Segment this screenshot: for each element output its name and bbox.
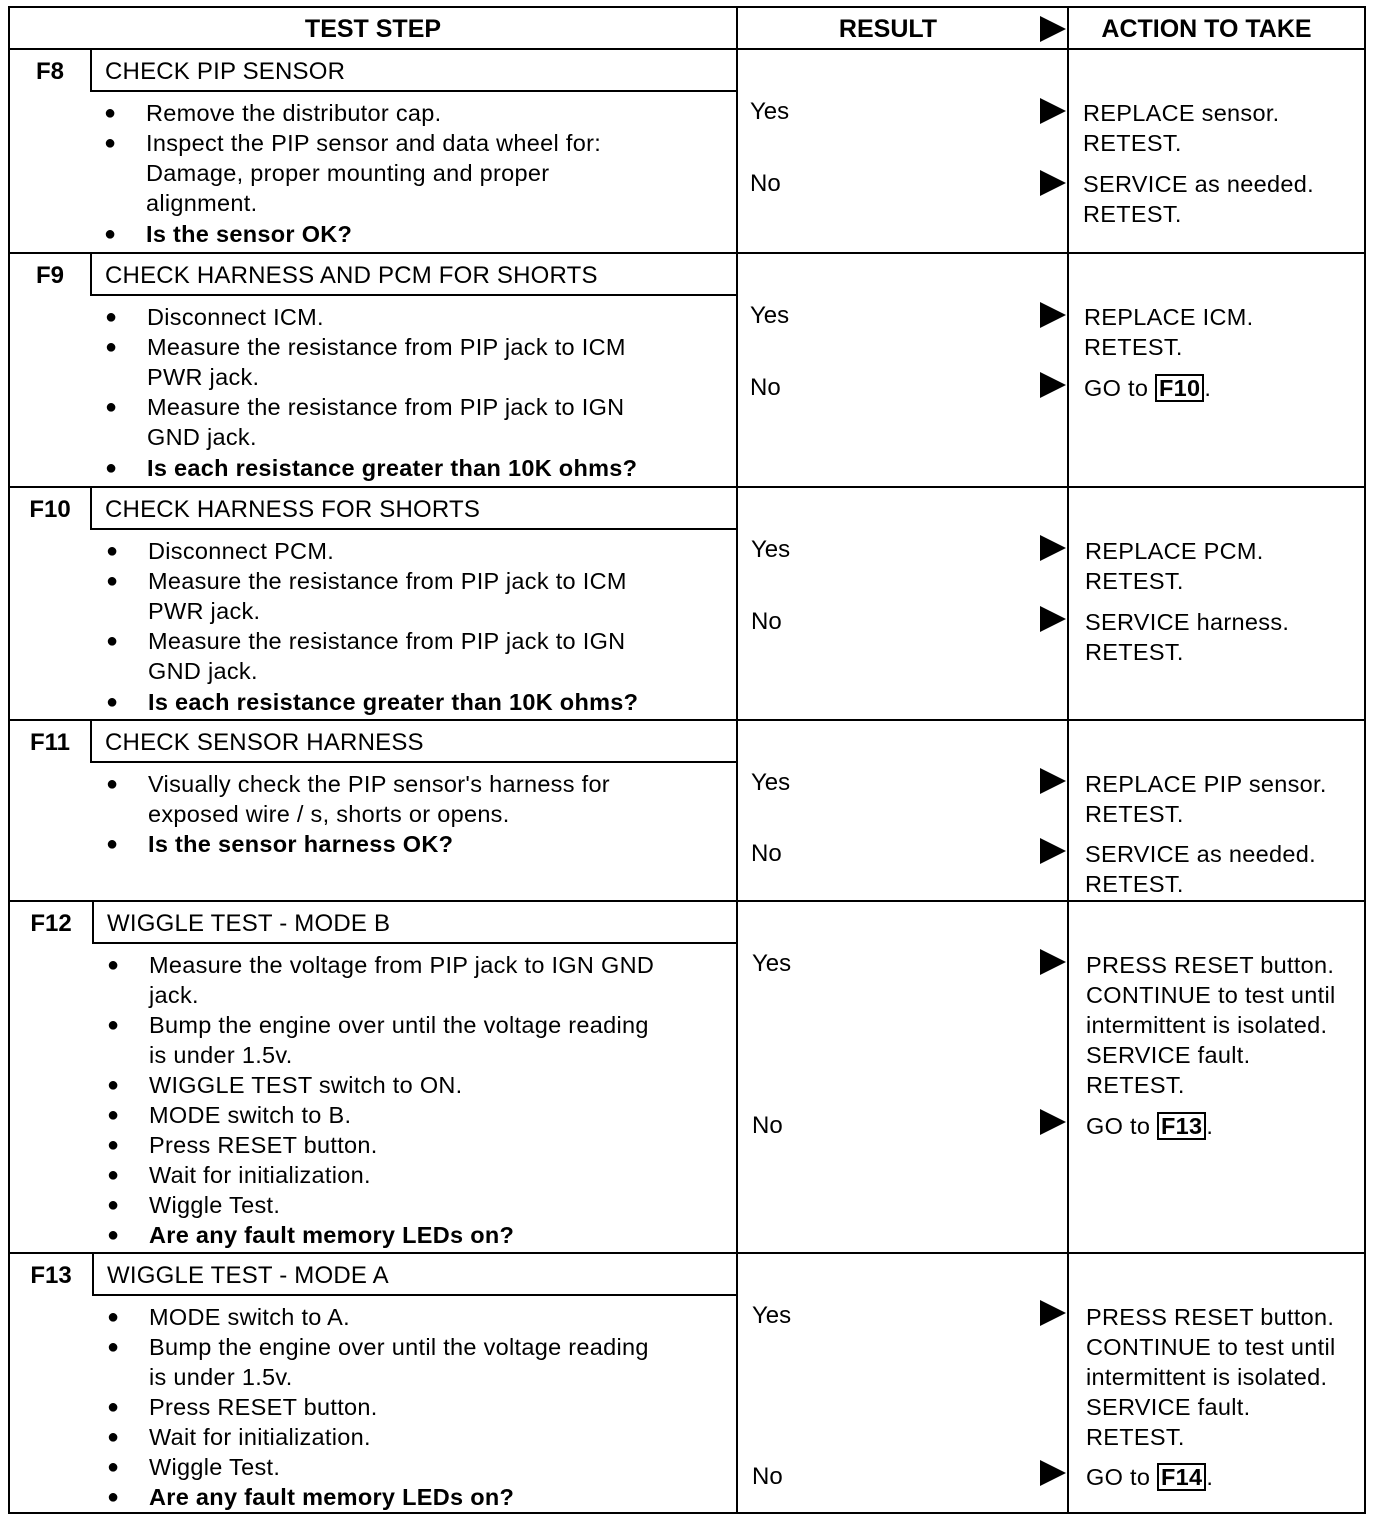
bullet-continuation: alignment.: [146, 190, 258, 216]
step-title: WIGGLE TEST - MODE B: [107, 910, 391, 937]
bullet-icon: ●: [107, 1014, 120, 1036]
step-id-divider: [90, 488, 92, 530]
action-yes: PRESS RESET button. CONTINUE to test until intermittent is isolated. SERVICE fault. RETEST.: [1086, 1304, 1336, 1450]
step-id: F12: [30, 910, 72, 937]
step-title: CHECK HARNESS FOR SHORTS: [105, 496, 481, 523]
header-test-step: TEST STEP: [304, 15, 442, 43]
bullet-item: ● Disconnect ICM.: [105, 304, 324, 330]
step-title-rule: [90, 90, 736, 92]
step-title: CHECK SENSOR HARNESS: [105, 729, 424, 756]
bullet-icon: ●: [104, 132, 117, 154]
result-yes: Yes: [751, 536, 791, 563]
bullet-icon: ●: [107, 1396, 120, 1418]
step-rule: [10, 486, 1366, 488]
action-yes: REPLACE sensor. RETEST.: [1083, 100, 1280, 156]
bullet-icon: ●: [107, 1306, 120, 1328]
bullet-question: ● Are any fault memory LEDs on?: [107, 1484, 515, 1510]
step-id: F10: [29, 496, 71, 523]
step-title-rule: [92, 1294, 736, 1296]
bullet-icon: ●: [107, 1486, 120, 1508]
step-id: F9: [35, 262, 64, 289]
bullet-icon: ●: [107, 1426, 120, 1448]
bullet-continuation: Damage, proper mounting and proper: [146, 160, 550, 186]
step-id: F13: [30, 1262, 72, 1289]
arrow-icon: [1040, 170, 1066, 196]
arrow-icon: [1040, 535, 1066, 561]
bullet-item: ● Bump the engine over until the voltage reading: [107, 1012, 649, 1038]
diagnostic-table: [8, 6, 1366, 1514]
bullet-item: ● Wait for initialization.: [107, 1162, 371, 1188]
arrow-icon: [1040, 1109, 1066, 1135]
bullet-icon: ●: [106, 773, 119, 795]
bullet-item: ● Press RESET button.: [107, 1132, 378, 1158]
arrow-icon: [1040, 838, 1066, 864]
result-no: No: [750, 170, 781, 197]
arrow-icon: [1040, 372, 1066, 398]
bullet-continuation: GND jack.: [147, 424, 257, 450]
bullet-icon: ●: [107, 1194, 120, 1216]
bullet-icon: ●: [104, 102, 117, 124]
step-id-divider: [90, 721, 92, 763]
bullet-icon: ●: [105, 336, 118, 358]
bullet-icon: ●: [107, 954, 120, 976]
result-no: No: [752, 1112, 783, 1139]
bullet-continuation: jack.: [149, 982, 199, 1008]
step-title: CHECK HARNESS AND PCM FOR SHORTS: [105, 262, 598, 289]
step-title-rule: [90, 761, 736, 763]
action-no: SERVICE as needed. RETEST.: [1083, 171, 1314, 227]
header-arrow-icon: [1040, 16, 1066, 42]
action-yes: REPLACE ICM. RETEST.: [1084, 304, 1254, 360]
bullet-icon: ●: [106, 540, 119, 562]
header-rule: [10, 48, 1366, 50]
bullet-item: ● MODE switch to B.: [107, 1102, 352, 1128]
column-divider-result: [736, 8, 738, 1512]
result-yes: Yes: [750, 98, 790, 125]
bullet-item: ● WIGGLE TEST switch to ON.: [107, 1072, 463, 1098]
bullet-icon: ●: [106, 570, 119, 592]
bullet-icon: ●: [106, 833, 119, 855]
bullet-item: ● Wait for initialization.: [107, 1424, 371, 1450]
bullet-continuation: is under 1.5v.: [149, 1042, 293, 1068]
result-yes: Yes: [751, 769, 791, 796]
bullet-question: ● Are any fault memory LEDs on?: [107, 1222, 515, 1248]
bullet-icon: ●: [106, 630, 119, 652]
bullet-item: ● Disconnect PCM.: [106, 538, 335, 564]
bullet-continuation: PWR jack.: [147, 364, 260, 390]
action-no: SERVICE harness. RETEST.: [1085, 609, 1290, 665]
bullet-item: ● Measure the voltage from PIP jack to IGN GND: [107, 952, 655, 978]
header-result: RESULT: [838, 15, 938, 43]
bullet-item: ● Measure the resistance from PIP jack to ICM: [105, 334, 626, 360]
bullet-item: ● Measure the resistance from PIP jack to IGN: [106, 628, 626, 654]
bullet-question: ● Is the sensor harness OK?: [106, 831, 454, 857]
action-no: GO to F10 .: [1084, 375, 1212, 401]
bullet-continuation: PWR jack.: [148, 598, 261, 624]
arrow-icon: [1040, 302, 1066, 328]
step-id-divider: [92, 902, 94, 944]
bullet-item: ● Measure the resistance from PIP jack to IGN: [105, 394, 625, 420]
arrow-icon: [1040, 98, 1066, 124]
action-no: GO to F13 .: [1086, 1113, 1214, 1139]
bullet-question: ● Is the sensor OK?: [104, 221, 353, 247]
bullet-icon: ●: [105, 306, 118, 328]
header-action: ACTION TO TAKE: [1101, 15, 1312, 43]
result-no: No: [751, 840, 782, 867]
arrow-icon: [1040, 606, 1066, 632]
result-no: No: [751, 608, 782, 635]
bullet-icon: ●: [106, 691, 119, 713]
bullet-icon: ●: [105, 396, 118, 418]
bullet-continuation: GND jack.: [148, 658, 258, 684]
bullet-icon: ●: [105, 457, 118, 479]
step-reference[interactable]: F14: [1157, 1463, 1206, 1491]
arrow-icon: [1040, 949, 1066, 975]
step-rule: [10, 1252, 1366, 1254]
bullet-question: ● Is each resistance greater than 10K ohms?: [106, 689, 639, 715]
bullet-item: ● Bump the engine over until the voltage reading: [107, 1334, 649, 1360]
bullet-icon: ●: [107, 1164, 120, 1186]
step-title-rule: [90, 528, 736, 530]
step-id: F11: [29, 729, 71, 756]
arrow-icon: [1040, 1460, 1066, 1486]
bullet-icon: ●: [107, 1336, 120, 1358]
result-yes: Yes: [750, 302, 790, 329]
step-title: WIGGLE TEST - MODE A: [107, 1262, 389, 1289]
bullet-item: ● Measure the resistance from PIP jack to ICM: [106, 568, 627, 594]
action-no: GO to F14 .: [1086, 1464, 1214, 1490]
result-yes: Yes: [752, 950, 792, 977]
action-yes: REPLACE PIP sensor. RETEST.: [1085, 771, 1327, 827]
step-rule: [10, 900, 1366, 902]
bullet-icon: ●: [107, 1224, 120, 1246]
action-yes: PRESS RESET button. CONTINUE to test until intermittent is isolated. SERVICE fault. RETEST.: [1086, 952, 1336, 1098]
step-title: CHECK PIP SENSOR: [105, 58, 346, 85]
bullet-icon: ●: [104, 223, 117, 245]
action-yes: REPLACE PCM. RETEST.: [1085, 538, 1264, 594]
step-reference[interactable]: F13: [1157, 1112, 1206, 1140]
step-id: F8: [35, 58, 64, 85]
step-rule: [10, 719, 1366, 721]
bullet-icon: ●: [107, 1074, 120, 1096]
bullet-item: ● Remove the distributor cap.: [104, 100, 442, 126]
arrow-icon: [1040, 768, 1066, 794]
bullet-icon: ●: [107, 1104, 120, 1126]
bullet-item: ● Press RESET button.: [107, 1394, 378, 1420]
result-no: No: [752, 1463, 783, 1490]
bullet-item: ● MODE switch to A.: [107, 1304, 350, 1330]
step-title-rule: [92, 942, 736, 944]
step-rule: [10, 252, 1366, 254]
bullet-continuation: exposed wire / s, shorts or opens.: [148, 801, 510, 827]
arrow-icon: [1040, 1300, 1066, 1326]
step-reference[interactable]: F10: [1155, 374, 1204, 402]
bullet-icon: ●: [107, 1134, 120, 1156]
bullet-icon: ●: [107, 1456, 120, 1478]
bullet-item: ● Wiggle Test.: [107, 1192, 281, 1218]
step-id-divider: [90, 50, 92, 92]
result-no: No: [750, 374, 781, 401]
bullet-continuation: is under 1.5v.: [149, 1364, 293, 1390]
result-yes: Yes: [752, 1302, 792, 1329]
column-divider-action: [1067, 8, 1069, 1512]
step-id-divider: [90, 254, 92, 296]
bullet-item: ● Wiggle Test.: [107, 1454, 281, 1480]
bullet-item: ● Inspect the PIP sensor and data wheel for:: [104, 130, 602, 156]
bullet-item: ● Visually check the PIP sensor's harness for: [106, 771, 610, 797]
step-title-rule: [90, 294, 736, 296]
step-id-divider: [92, 1254, 94, 1296]
action-no: SERVICE as needed. RETEST.: [1085, 841, 1316, 897]
bullet-question: ● Is each resistance greater than 10K ohms?: [105, 455, 638, 481]
